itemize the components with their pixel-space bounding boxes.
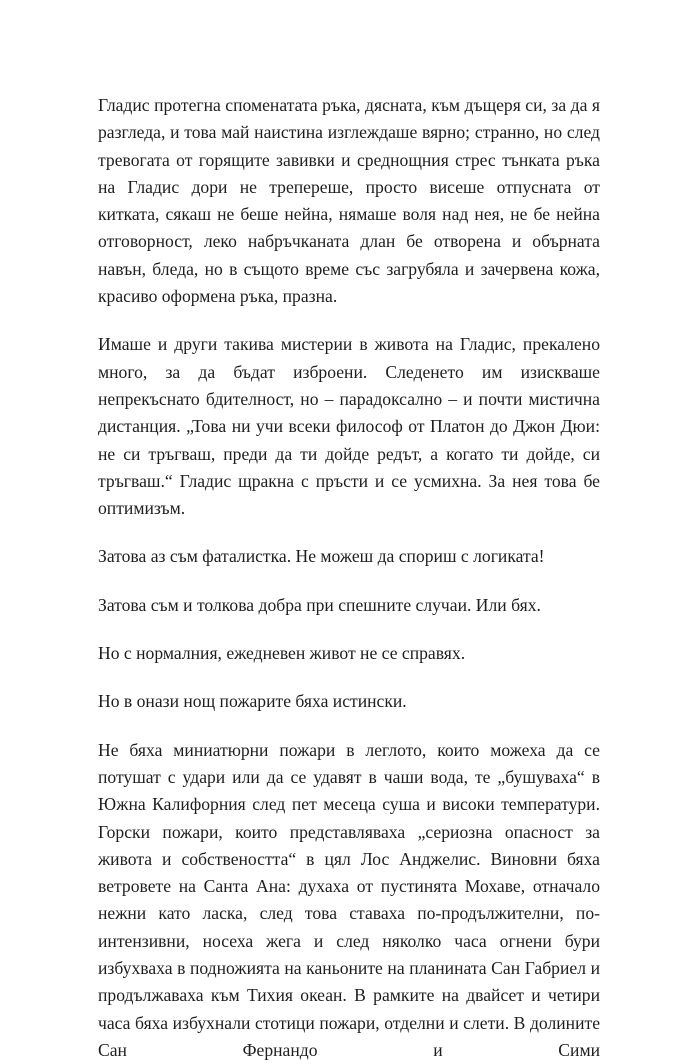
- body-text: [98, 92, 600, 1064]
- paragraph: Но в онази нощ пожарите бяха истински.: [98, 691, 407, 712]
- paragraph: Не бяха миниатюрни пожари в леглото, които можеха да се потушат с удари или да се удавят в чаши вода, те „бушуваха“ в Южна Калифорния след пет месеца суша и високи температури. Горски пожари, които представляваха „сериозна опасност за живота и собствеността“ в цял Лос Анджелис. Виновни бяха ветровете на Санта Ана: духаха от пустинята Мохаве, отначало нежни като ласка, след това ставаха по-продължителни, по-интензивни, носеха жега и след няколко часа огнени бури избухваха в подножията на каньоните на планината Сан Габриел и продължаваха към Тихия океан. В рамките на двайсет и четири часа бяха избухнали стотици пожари, отделни и слети. В долините Сан Фернандо и Сими: [98, 739, 600, 1060]
- paragraph: Гладис протегна споменатата ръка, дясната, към дъщеря си, за да я разгледа, и това май наистина изглеждаше вярно; странно, но след тревогата от горящите завивки и среднощния стрес тънката ръка на Гладис дори не трепереше, просто висеше отпусната от китката, сякаш не беше нейна, нямаше воля над нея, не бе нейна отговорност, леко набръчканата длан бе отворена и обърната навън, бледа, но в същото време със загрубяла и зачервена кожа, красиво оформена ръка, празна.: [98, 95, 600, 307]
- paragraph: Затова аз съм фаталистка. Не можеш да спориш с логиката!: [98, 546, 545, 567]
- paragraph: Затова съм и толкова добра при спешните случаи. Или бях.: [98, 594, 541, 615]
- paragraph: Имаше и други такива мистерии в живота на Гладис, прекалено много, за да бъдат изброени. Следенето им изискваше непрекъснато бдителност, но – парадоксално – и почти мистична дистанция. „Това ни учи всеки философ от Платон до Джон Дюи: не си тръгваш, преди да ти дойде редът, а когато ти дойде, си тръгваш.“ Гладис щракна с пръсти и се усмихна. За нея това бе оптимизъм.: [98, 334, 600, 519]
- paragraph: Но с нормалния, ежедневен живот не се справях.: [98, 643, 466, 664]
